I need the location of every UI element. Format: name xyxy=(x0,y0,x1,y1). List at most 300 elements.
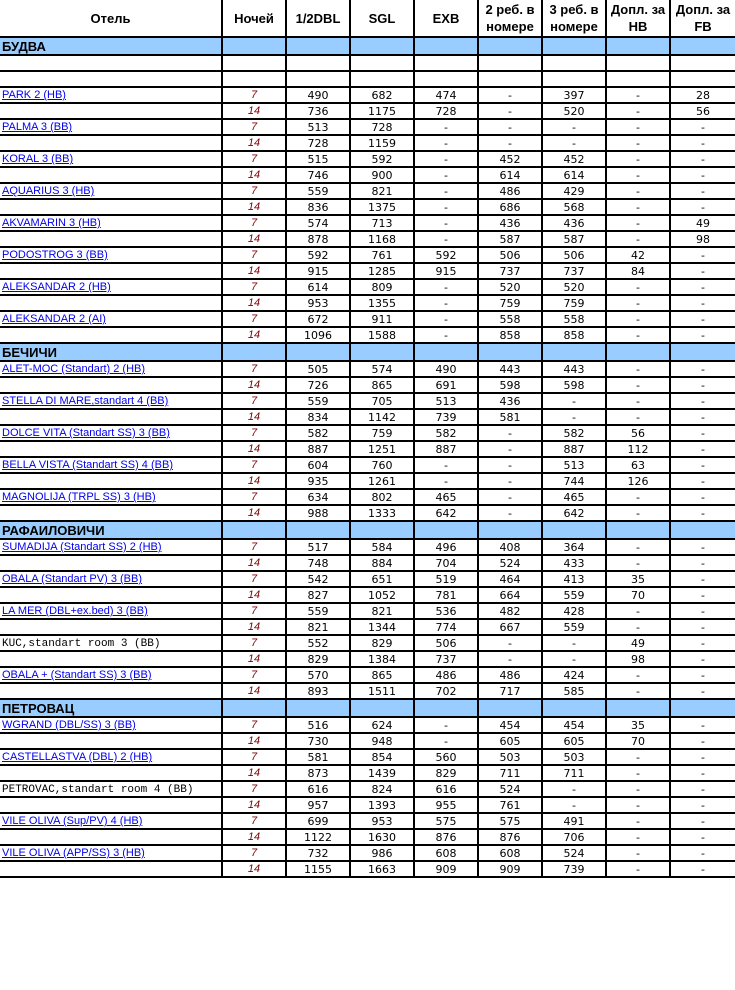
half-dbl-cell: 957 xyxy=(286,797,350,813)
table-row xyxy=(0,295,735,311)
supplement-fb-cell: - xyxy=(670,151,735,167)
hotel-link[interactable]: AKVAMARIN 3 (HB) xyxy=(2,217,101,229)
hotel-name-cell xyxy=(0,861,222,877)
half-dbl-cell: 559 xyxy=(286,183,350,199)
supplement-hb-cell: - xyxy=(606,409,670,425)
exb-cell: - xyxy=(414,279,478,295)
nights-cell: 14 xyxy=(222,295,286,311)
section-cell xyxy=(542,699,606,717)
exb-cell: - xyxy=(414,717,478,733)
2-children-cell: 717 xyxy=(478,683,542,699)
exb-cell: 560 xyxy=(414,749,478,765)
supplement-hb-cell: - xyxy=(606,311,670,327)
table-row xyxy=(0,489,735,505)
exb-cell: 774 xyxy=(414,619,478,635)
hotel-name-cell xyxy=(0,765,222,781)
sgl-cell: 705 xyxy=(350,393,414,409)
exb-cell: 829 xyxy=(414,765,478,781)
supplement-fb-cell: - xyxy=(670,781,735,797)
supplement-hb-cell: 49 xyxy=(606,635,670,651)
empty-cell xyxy=(222,55,286,71)
supplement-hb-cell: 56 xyxy=(606,425,670,441)
supplement-fb-cell: - xyxy=(670,295,735,311)
hotel-name-cell xyxy=(0,247,222,263)
3-children-cell: 428 xyxy=(542,603,606,619)
hotel-link[interactable]: MAGNOLIJA (TRPL SS) 3 (HB) xyxy=(2,491,156,503)
exb-cell: 582 xyxy=(414,425,478,441)
nights-cell: 14 xyxy=(222,441,286,457)
3-children-cell: 642 xyxy=(542,505,606,521)
exb-cell: 728 xyxy=(414,103,478,119)
supplement-hb-cell: - xyxy=(606,231,670,247)
section-cell xyxy=(286,37,350,55)
hotel-link[interactable]: KORAL 3 (BB) xyxy=(2,153,74,165)
nights-cell: 7 xyxy=(222,247,286,263)
half-dbl-cell: 829 xyxy=(286,651,350,667)
hotel-name-cell xyxy=(0,279,222,295)
hotel-link[interactable]: SUMADIJA (Standart SS) 2 (HB) xyxy=(2,541,162,553)
empty-cell xyxy=(606,55,670,71)
exb-cell: 737 xyxy=(414,651,478,667)
section-cell xyxy=(542,37,606,55)
3-children-cell: 364 xyxy=(542,539,606,555)
supplement-hb-cell: - xyxy=(606,327,670,343)
nights-cell: 14 xyxy=(222,473,286,489)
2-children-cell: 506 xyxy=(478,247,542,263)
nights-cell: 14 xyxy=(222,327,286,343)
section-cell xyxy=(222,699,286,717)
supplement-hb-cell: 112 xyxy=(606,441,670,457)
3-children-cell: 585 xyxy=(542,683,606,699)
table-row xyxy=(0,667,735,683)
section-row xyxy=(0,521,735,539)
sgl-cell: 821 xyxy=(350,183,414,199)
sgl-cell: 1630 xyxy=(350,829,414,845)
section-cell xyxy=(222,343,286,361)
supplement-hb-cell: - xyxy=(606,845,670,861)
supplement-hb-cell: - xyxy=(606,361,670,377)
exb-cell: 909 xyxy=(414,861,478,877)
supplement-hb-cell: - xyxy=(606,103,670,119)
hotel-link[interactable]: ALEKSANDAR 2 (AI) xyxy=(2,313,106,325)
sgl-cell: 900 xyxy=(350,167,414,183)
exb-cell: 642 xyxy=(414,505,478,521)
nights-cell: 7 xyxy=(222,425,286,441)
section-title: РАФАИЛОВИЧИ xyxy=(0,521,222,539)
2-children-cell: - xyxy=(478,505,542,521)
section-cell xyxy=(606,343,670,361)
2-children-cell: 482 xyxy=(478,603,542,619)
supplement-fb-cell: - xyxy=(670,765,735,781)
sgl-cell: 1663 xyxy=(350,861,414,877)
section-cell xyxy=(606,37,670,55)
2-children-cell: 524 xyxy=(478,781,542,797)
2-children-cell: 909 xyxy=(478,861,542,877)
half-dbl-cell: 836 xyxy=(286,199,350,215)
exb-cell: 704 xyxy=(414,555,478,571)
nights-cell: 14 xyxy=(222,377,286,393)
table-row xyxy=(0,765,735,781)
table-row xyxy=(0,845,735,861)
hotel-name: PETROVAC,standart room 4 (BB) xyxy=(2,783,194,796)
table-row xyxy=(0,87,735,103)
3-children-cell: 739 xyxy=(542,861,606,877)
sgl-cell: 728 xyxy=(350,119,414,135)
sgl-cell: 1261 xyxy=(350,473,414,489)
table-row xyxy=(0,571,735,587)
3-children-cell: 397 xyxy=(542,87,606,103)
exb-cell: 739 xyxy=(414,409,478,425)
half-dbl-cell: 505 xyxy=(286,361,350,377)
3-children-cell: - xyxy=(542,119,606,135)
supplement-fb-cell: - xyxy=(670,651,735,667)
3-children-cell: 454 xyxy=(542,717,606,733)
nights-cell: 7 xyxy=(222,539,286,555)
sgl-cell: 1588 xyxy=(350,327,414,343)
section-cell xyxy=(478,37,542,55)
supplement-hb-cell: - xyxy=(606,119,670,135)
half-dbl-cell: 988 xyxy=(286,505,350,521)
section-cell xyxy=(350,521,414,539)
exb-cell: - xyxy=(414,473,478,489)
half-dbl-cell: 616 xyxy=(286,781,350,797)
section-cell xyxy=(542,343,606,361)
exb-cell: 955 xyxy=(414,797,478,813)
nights-cell: 7 xyxy=(222,845,286,861)
table-row xyxy=(0,311,735,327)
table-row xyxy=(0,733,735,749)
2-children-cell: 486 xyxy=(478,667,542,683)
2-children-cell: - xyxy=(478,635,542,651)
supplement-hb-cell: - xyxy=(606,813,670,829)
3-children-cell: 737 xyxy=(542,263,606,279)
supplement-fb-cell: - xyxy=(670,603,735,619)
supplement-fb-cell: - xyxy=(670,247,735,263)
empty-cell xyxy=(414,55,478,71)
supplement-fb-cell: - xyxy=(670,683,735,699)
2-children-cell: - xyxy=(478,119,542,135)
hotel-name-cell xyxy=(0,505,222,521)
exb-cell: - xyxy=(414,215,478,231)
half-dbl-cell: 732 xyxy=(286,845,350,861)
sgl-cell: 574 xyxy=(350,361,414,377)
hotel-name-cell xyxy=(0,797,222,813)
sgl-cell: 948 xyxy=(350,733,414,749)
supplement-fb-cell: - xyxy=(670,199,735,215)
hotel-link[interactable]: AQUARIUS 3 (HB) xyxy=(2,185,95,197)
hotel-link[interactable]: ALET-MOC (Standart) 2 (HB) xyxy=(2,363,146,375)
header-hotel: Отель xyxy=(0,0,222,37)
hotel-name-cell xyxy=(0,571,222,587)
exb-cell: 702 xyxy=(414,683,478,699)
exb-cell: 513 xyxy=(414,393,478,409)
supplement-hb-cell: 126 xyxy=(606,473,670,489)
hotel-name-cell xyxy=(0,749,222,765)
sgl-cell: 809 xyxy=(350,279,414,295)
section-cell xyxy=(286,521,350,539)
2-children-cell: 664 xyxy=(478,587,542,603)
half-dbl-cell: 887 xyxy=(286,441,350,457)
supplement-hb-cell: - xyxy=(606,167,670,183)
section-cell xyxy=(670,343,735,361)
empty-cell xyxy=(606,71,670,87)
section-row xyxy=(0,37,735,55)
hotel-name-cell xyxy=(0,457,222,473)
table-row xyxy=(0,539,735,555)
half-dbl-cell: 730 xyxy=(286,733,350,749)
supplement-hb-cell: - xyxy=(606,489,670,505)
half-dbl-cell: 893 xyxy=(286,683,350,699)
nights-cell: 7 xyxy=(222,457,286,473)
2-children-cell: 581 xyxy=(478,409,542,425)
hotel-name-cell xyxy=(0,489,222,505)
2-children-cell: - xyxy=(478,87,542,103)
supplement-fb-cell: - xyxy=(670,135,735,151)
hotel-link[interactable]: DOLCE VITA (Standart SS) 3 (BB) xyxy=(2,427,170,439)
sgl-cell: 1052 xyxy=(350,587,414,603)
section-title: БУДВА xyxy=(0,37,222,55)
half-dbl-cell: 834 xyxy=(286,409,350,425)
table-row xyxy=(0,327,735,343)
2-children-cell: 858 xyxy=(478,327,542,343)
hotel-link[interactable]: OBALA + (Standart SS) 3 (BB) xyxy=(2,669,152,681)
half-dbl-cell: 570 xyxy=(286,667,350,683)
3-children-cell: - xyxy=(542,781,606,797)
exb-cell: 608 xyxy=(414,845,478,861)
exb-cell: - xyxy=(414,119,478,135)
hotel-name-cell xyxy=(0,327,222,343)
hotel-link[interactable]: ALEKSANDAR 2 (HB) xyxy=(2,281,111,293)
3-children-cell: - xyxy=(542,409,606,425)
section-cell xyxy=(414,521,478,539)
hotel-link[interactable]: VILE OLIVA (APP/SS) 3 (HB) xyxy=(2,847,145,859)
half-dbl-cell: 672 xyxy=(286,311,350,327)
empty-cell xyxy=(286,71,350,87)
supplement-fb-cell: 28 xyxy=(670,87,735,103)
hotel-name-cell xyxy=(0,845,222,861)
exb-cell: 575 xyxy=(414,813,478,829)
table-row xyxy=(0,587,735,603)
hotel-name-cell xyxy=(0,425,222,441)
sgl-cell: 759 xyxy=(350,425,414,441)
header-sgl: SGL xyxy=(350,0,414,37)
sgl-cell: 824 xyxy=(350,781,414,797)
hotel-link[interactable]: BELLA VISTA (Standart SS) 4 (BB) xyxy=(2,459,173,471)
half-dbl-cell: 604 xyxy=(286,457,350,473)
half-dbl-cell: 559 xyxy=(286,603,350,619)
hotel-name-cell xyxy=(0,377,222,393)
table-row xyxy=(0,151,735,167)
section-cell xyxy=(478,343,542,361)
hotel-name: KUC,standart room 3 (BB) xyxy=(2,637,161,650)
sgl-cell: 760 xyxy=(350,457,414,473)
hotel-name-cell xyxy=(0,683,222,699)
half-dbl-cell: 736 xyxy=(286,103,350,119)
nights-cell: 7 xyxy=(222,489,286,505)
supplement-hb-cell: - xyxy=(606,151,670,167)
2-children-cell: 486 xyxy=(478,183,542,199)
header-exb: EXB xyxy=(414,0,478,37)
2-children-cell: 408 xyxy=(478,539,542,555)
hotel-name-cell xyxy=(0,603,222,619)
exb-cell: 887 xyxy=(414,441,478,457)
hotel-name-cell xyxy=(0,781,222,797)
sgl-cell: 854 xyxy=(350,749,414,765)
nights-cell: 14 xyxy=(222,683,286,699)
3-children-cell: 598 xyxy=(542,377,606,393)
half-dbl-cell: 513 xyxy=(286,119,350,135)
hotel-name-cell xyxy=(0,263,222,279)
half-dbl-cell: 574 xyxy=(286,215,350,231)
half-dbl-cell: 516 xyxy=(286,717,350,733)
empty-cell xyxy=(0,55,222,71)
supplement-fb-cell: - xyxy=(670,797,735,813)
table-row xyxy=(0,473,735,489)
section-cell xyxy=(286,699,350,717)
hotel-name-cell xyxy=(0,473,222,489)
hotel-name-cell xyxy=(0,555,222,571)
sgl-cell: 829 xyxy=(350,635,414,651)
table-row xyxy=(0,441,735,457)
hotel-link[interactable]: PALMA 3 (BB) xyxy=(2,121,73,133)
3-children-cell: 506 xyxy=(542,247,606,263)
supplement-fb-cell: - xyxy=(670,425,735,441)
supplement-fb-cell: - xyxy=(670,555,735,571)
nights-cell: 7 xyxy=(222,183,286,199)
table-row xyxy=(0,797,735,813)
supplement-fb-cell: 98 xyxy=(670,231,735,247)
exb-cell: - xyxy=(414,135,478,151)
3-children-cell: 524 xyxy=(542,845,606,861)
hotel-link[interactable]: CASTELLASTVA (DBL) 2 (HB) xyxy=(2,751,153,763)
half-dbl-cell: 821 xyxy=(286,619,350,635)
section-cell xyxy=(414,699,478,717)
supplement-hb-cell: - xyxy=(606,539,670,555)
2-children-cell: 614 xyxy=(478,167,542,183)
supplement-fb-cell: - xyxy=(670,409,735,425)
2-children-cell: - xyxy=(478,651,542,667)
section-row xyxy=(0,343,735,361)
3-children-cell: 711 xyxy=(542,765,606,781)
empty-cell xyxy=(350,55,414,71)
table-row xyxy=(0,409,735,425)
section-cell xyxy=(414,37,478,55)
empty-cell xyxy=(542,71,606,87)
section-cell xyxy=(222,37,286,55)
exb-cell: 490 xyxy=(414,361,478,377)
exb-cell: - xyxy=(414,733,478,749)
sgl-cell: 1355 xyxy=(350,295,414,311)
supplement-fb-cell: - xyxy=(670,505,735,521)
half-dbl-cell: 614 xyxy=(286,279,350,295)
half-dbl-cell: 746 xyxy=(286,167,350,183)
3-children-cell: 513 xyxy=(542,457,606,473)
hotel-link[interactable]: STELLA DI MARE,standart 4 (BB) xyxy=(2,395,169,407)
hotel-name-cell xyxy=(0,587,222,603)
hotel-link[interactable]: LA MER (DBL+ex.bed) 3 (BB) xyxy=(2,605,148,617)
nights-cell: 7 xyxy=(222,361,286,377)
empty-cell xyxy=(222,71,286,87)
supplement-hb-cell: - xyxy=(606,199,670,215)
nights-cell: 7 xyxy=(222,571,286,587)
2-children-cell: 761 xyxy=(478,797,542,813)
nights-cell: 14 xyxy=(222,199,286,215)
hotel-link[interactable]: VILE OLIVA (Sup/PV) 4 (HB) xyxy=(2,815,143,827)
hotel-link[interactable]: WGRAND (DBL/SS) 3 (BB) xyxy=(2,719,136,731)
section-cell xyxy=(670,521,735,539)
exb-cell: 519 xyxy=(414,571,478,587)
section-cell xyxy=(670,37,735,55)
supplement-hb-cell: 35 xyxy=(606,571,670,587)
supplement-hb-cell: 35 xyxy=(606,717,670,733)
2-children-cell: 759 xyxy=(478,295,542,311)
sgl-cell: 821 xyxy=(350,603,414,619)
supplement-fb-cell: - xyxy=(670,263,735,279)
supplement-hb-cell: - xyxy=(606,667,670,683)
empty-cell xyxy=(0,71,222,87)
2-children-cell: 454 xyxy=(478,717,542,733)
3-children-cell: 503 xyxy=(542,749,606,765)
half-dbl-cell: 552 xyxy=(286,635,350,651)
2-children-cell: 558 xyxy=(478,311,542,327)
exb-cell: - xyxy=(414,199,478,215)
hotel-name-cell xyxy=(0,717,222,733)
nights-cell: 7 xyxy=(222,781,286,797)
hotel-name-cell xyxy=(0,651,222,667)
3-children-cell: 424 xyxy=(542,667,606,683)
half-dbl-cell: 592 xyxy=(286,247,350,263)
hotel-link[interactable]: PODOSTROG 3 (BB) xyxy=(2,249,108,261)
table-row xyxy=(0,231,735,247)
section-cell xyxy=(286,343,350,361)
nights-cell: 14 xyxy=(222,797,286,813)
hotel-name-cell xyxy=(0,441,222,457)
supplement-hb-cell: - xyxy=(606,295,670,311)
supplement-hb-cell: - xyxy=(606,505,670,521)
supplement-hb-cell: - xyxy=(606,215,670,231)
hotel-name-cell xyxy=(0,215,222,231)
supplement-fb-cell: - xyxy=(670,327,735,343)
supplement-fb-cell: - xyxy=(670,717,735,733)
empty-cell xyxy=(350,71,414,87)
section-cell xyxy=(478,521,542,539)
exb-cell: 496 xyxy=(414,539,478,555)
3-children-cell: 568 xyxy=(542,199,606,215)
half-dbl-cell: 542 xyxy=(286,571,350,587)
supplement-hb-cell: - xyxy=(606,683,670,699)
nights-cell: 14 xyxy=(222,135,286,151)
3-children-cell: 887 xyxy=(542,441,606,457)
hotel-link[interactable]: PARK 2 (HB) xyxy=(2,89,66,101)
header-nights: Ночей xyxy=(222,0,286,37)
hotel-link[interactable]: OBALA (Standart PV) 3 (BB) xyxy=(2,573,143,585)
2-children-cell: 520 xyxy=(478,279,542,295)
exb-cell: 876 xyxy=(414,829,478,845)
half-dbl-cell: 582 xyxy=(286,425,350,441)
half-dbl-cell: 873 xyxy=(286,765,350,781)
exb-cell: 465 xyxy=(414,489,478,505)
hotel-name-cell xyxy=(0,151,222,167)
supplement-fb-cell: - xyxy=(670,489,735,505)
supplement-hb-cell: - xyxy=(606,781,670,797)
sgl-cell: 1285 xyxy=(350,263,414,279)
sgl-cell: 1511 xyxy=(350,683,414,699)
supplement-fb-cell: - xyxy=(670,829,735,845)
supplement-fb-cell: - xyxy=(670,733,735,749)
2-children-cell: - xyxy=(478,489,542,505)
nights-cell: 7 xyxy=(222,717,286,733)
half-dbl-cell: 515 xyxy=(286,151,350,167)
